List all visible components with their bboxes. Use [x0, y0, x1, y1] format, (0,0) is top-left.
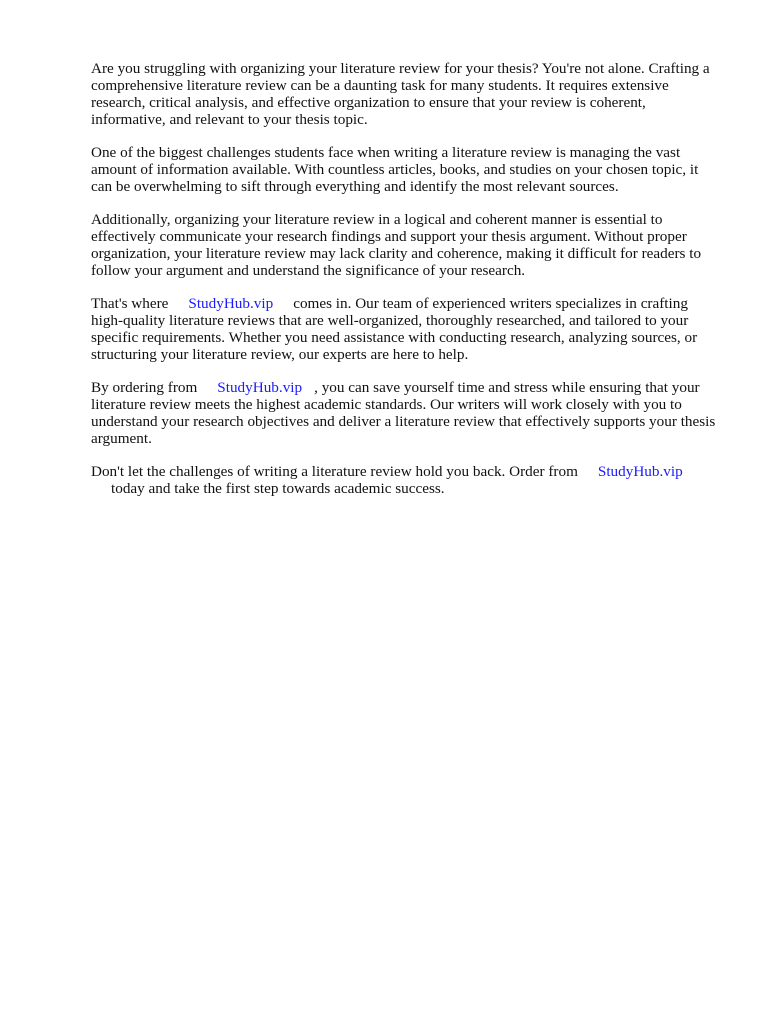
studyhub-link[interactable]: StudyHub.vip: [188, 295, 274, 312]
paragraph-text-before-link: By ordering from: [91, 379, 198, 396]
document-page: [91, 60, 723, 513]
paragraph-text-after-link: today and take the first step towards academic success.: [111, 480, 445, 497]
paragraph-challenges: One of the biggest challenges students face when writing a literature review is managing the vast amount of information available. With countless articles, books, and studies on your chosen topic, it can be overwhelming to sift through everything and identify the most relevant sources.: [91, 144, 699, 195]
paragraph-text-before-link: Don't let the challenges of writing a literature review hold you back. Order from: [91, 463, 578, 480]
paragraph-ordering: [91, 379, 723, 447]
paragraph-thats-where: [91, 295, 723, 363]
paragraph-closing: [91, 463, 723, 497]
studyhub-link[interactable]: StudyHub.vip: [597, 463, 683, 480]
paragraph-text-after-link: comes in. Our team of experienced writers specializes in crafting high-quality literature reviews that are well-organized, thoroughly researched, and tailored to your specific requirements. Whether you need assistance with conducting research, analyzing sources, or structuring your literature review, our experts are here to help.: [91, 295, 698, 363]
paragraph-text-before-link: That's where: [91, 295, 169, 312]
paragraph-organization: Additionally, organizing your literature review in a logical and coherent manner is essential to effectively communicate your research findings and support your thesis argument. Without proper organization, your literature review may lack clarity and coherence, making it difficult for readers to follow your argument and understand the significance of your research.: [91, 211, 702, 279]
paragraph-text-after-link: , you can save yourself time and stress while ensuring that your literature review meets the highest academic standards. Our writers will work closely with you to understand your research objectives and deliver a literature review that effectively supports your thesis argument.: [91, 379, 716, 447]
studyhub-link[interactable]: StudyHub.vip: [217, 379, 303, 396]
paragraph-intro: Are you struggling with organizing your literature review for your thesis? You're not alone. Crafting a comprehensive literature review can be a daunting task for many students. It requires extensive research, critical analysis, and effective organization to ensure that your review is coherent, informative, and relevant to your thesis topic.: [91, 60, 710, 128]
